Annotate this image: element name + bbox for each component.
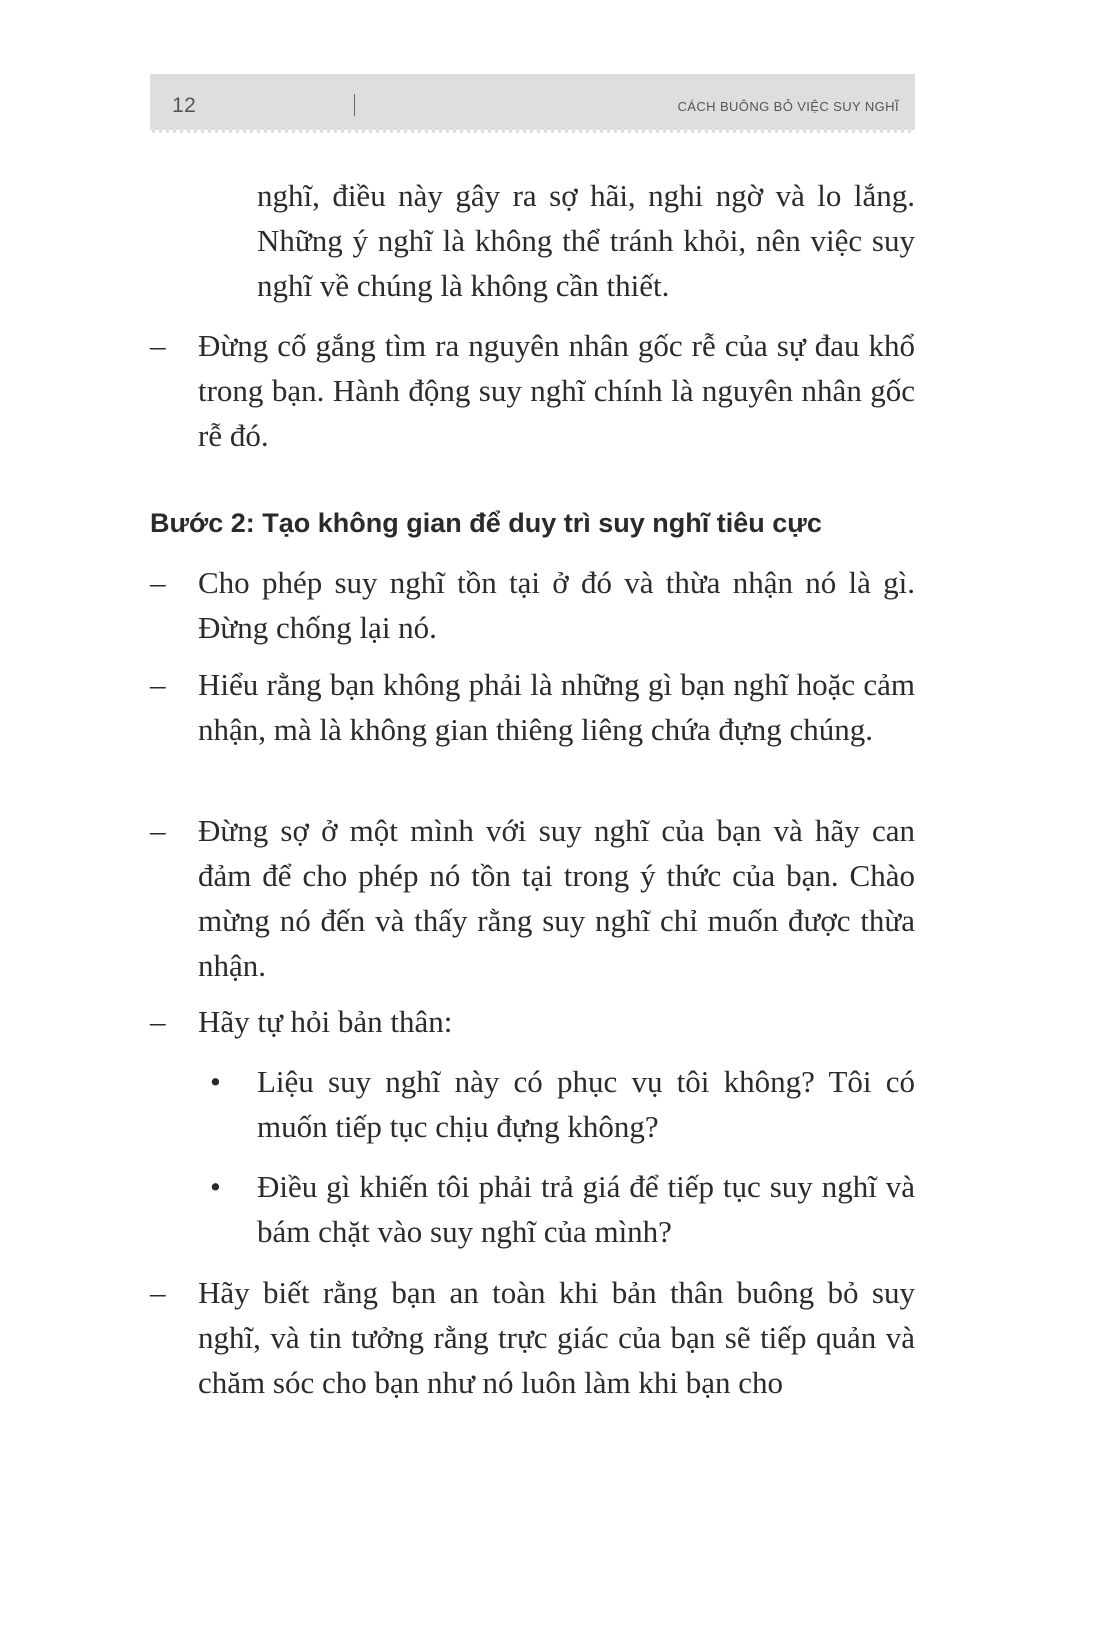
continued-paragraph: nghĩ, điều này gây ra sợ hãi, nghi ngờ và lo lắng. Những ý nghĩ là không thể tránh khỏi, nên việc suy nghĩ về chúng là không cần thiết. [257, 178, 915, 303]
bullet-item-text: Liệu suy nghĩ này có phục vụ tôi không? Tôi có muốn tiếp tục chịu đựng không? [257, 1064, 915, 1144]
list-item [150, 999, 915, 1044]
dash-marker: – [150, 1004, 166, 1039]
bullet-marker: • [210, 1169, 221, 1204]
list-item-text: Hãy tự hỏi bản thân: [198, 1004, 453, 1039]
list-item-text: Đừng cố gắng tìm ra nguyên nhân gốc rễ của sự đau khổ trong bạn. Hành động suy nghĩ chính là nguyên nhân gốc rễ đó. [198, 328, 915, 453]
list-item [150, 560, 915, 650]
dash-marker: – [150, 328, 166, 363]
dash-marker: – [150, 565, 166, 600]
bullet-item-text: Điều gì khiến tôi phải trả giá để tiếp tục suy nghĩ và bám chặt vào suy nghĩ của mình? [257, 1169, 915, 1249]
dash-marker: – [150, 1275, 166, 1310]
header-separator [354, 94, 355, 116]
bullet-item [210, 1164, 915, 1254]
dash-marker: – [150, 667, 166, 702]
bullet-marker: • [210, 1064, 221, 1099]
bullet-item [210, 1059, 915, 1149]
section-heading: Bước 2: Tạo không gian để duy trì suy nghĩ tiêu cực [150, 508, 822, 538]
page-number: 12 [172, 94, 197, 117]
list-item-text: Hãy biết rằng bạn an toàn khi bản thân buông bỏ suy nghĩ, và tin tưởng rằng trực giác của bạn sẽ tiếp quản và chăm sóc cho bạn như nó luôn làm khi bạn cho [198, 1275, 915, 1400]
list-item-text: Cho phép suy nghĩ tồn tại ở đó và thừa nhận nó là gì. Đừng chống lại nó. [198, 565, 915, 645]
list-item [150, 1270, 915, 1405]
chapter-title: CÁCH BUÔNG BỎ VIỆC SUY NGHĨ [677, 99, 899, 114]
list-item [150, 323, 915, 458]
running-header [150, 74, 915, 130]
list-item-text: Hiểu rằng bạn không phải là những gì bạn nghĩ hoặc cảm nhận, mà là không gian thiêng liêng chứa đựng chúng. [198, 667, 915, 747]
list-item [150, 808, 915, 988]
list-item [150, 662, 915, 752]
dash-marker: – [150, 813, 166, 848]
list-item-text: Đừng sợ ở một mình với suy nghĩ của bạn và hãy can đảm để cho phép nó tồn tại trong ý thức của bạn. Chào mừng nó đến và thấy rằng suy nghĩ chỉ muốn được thừa nhận. [198, 813, 915, 983]
